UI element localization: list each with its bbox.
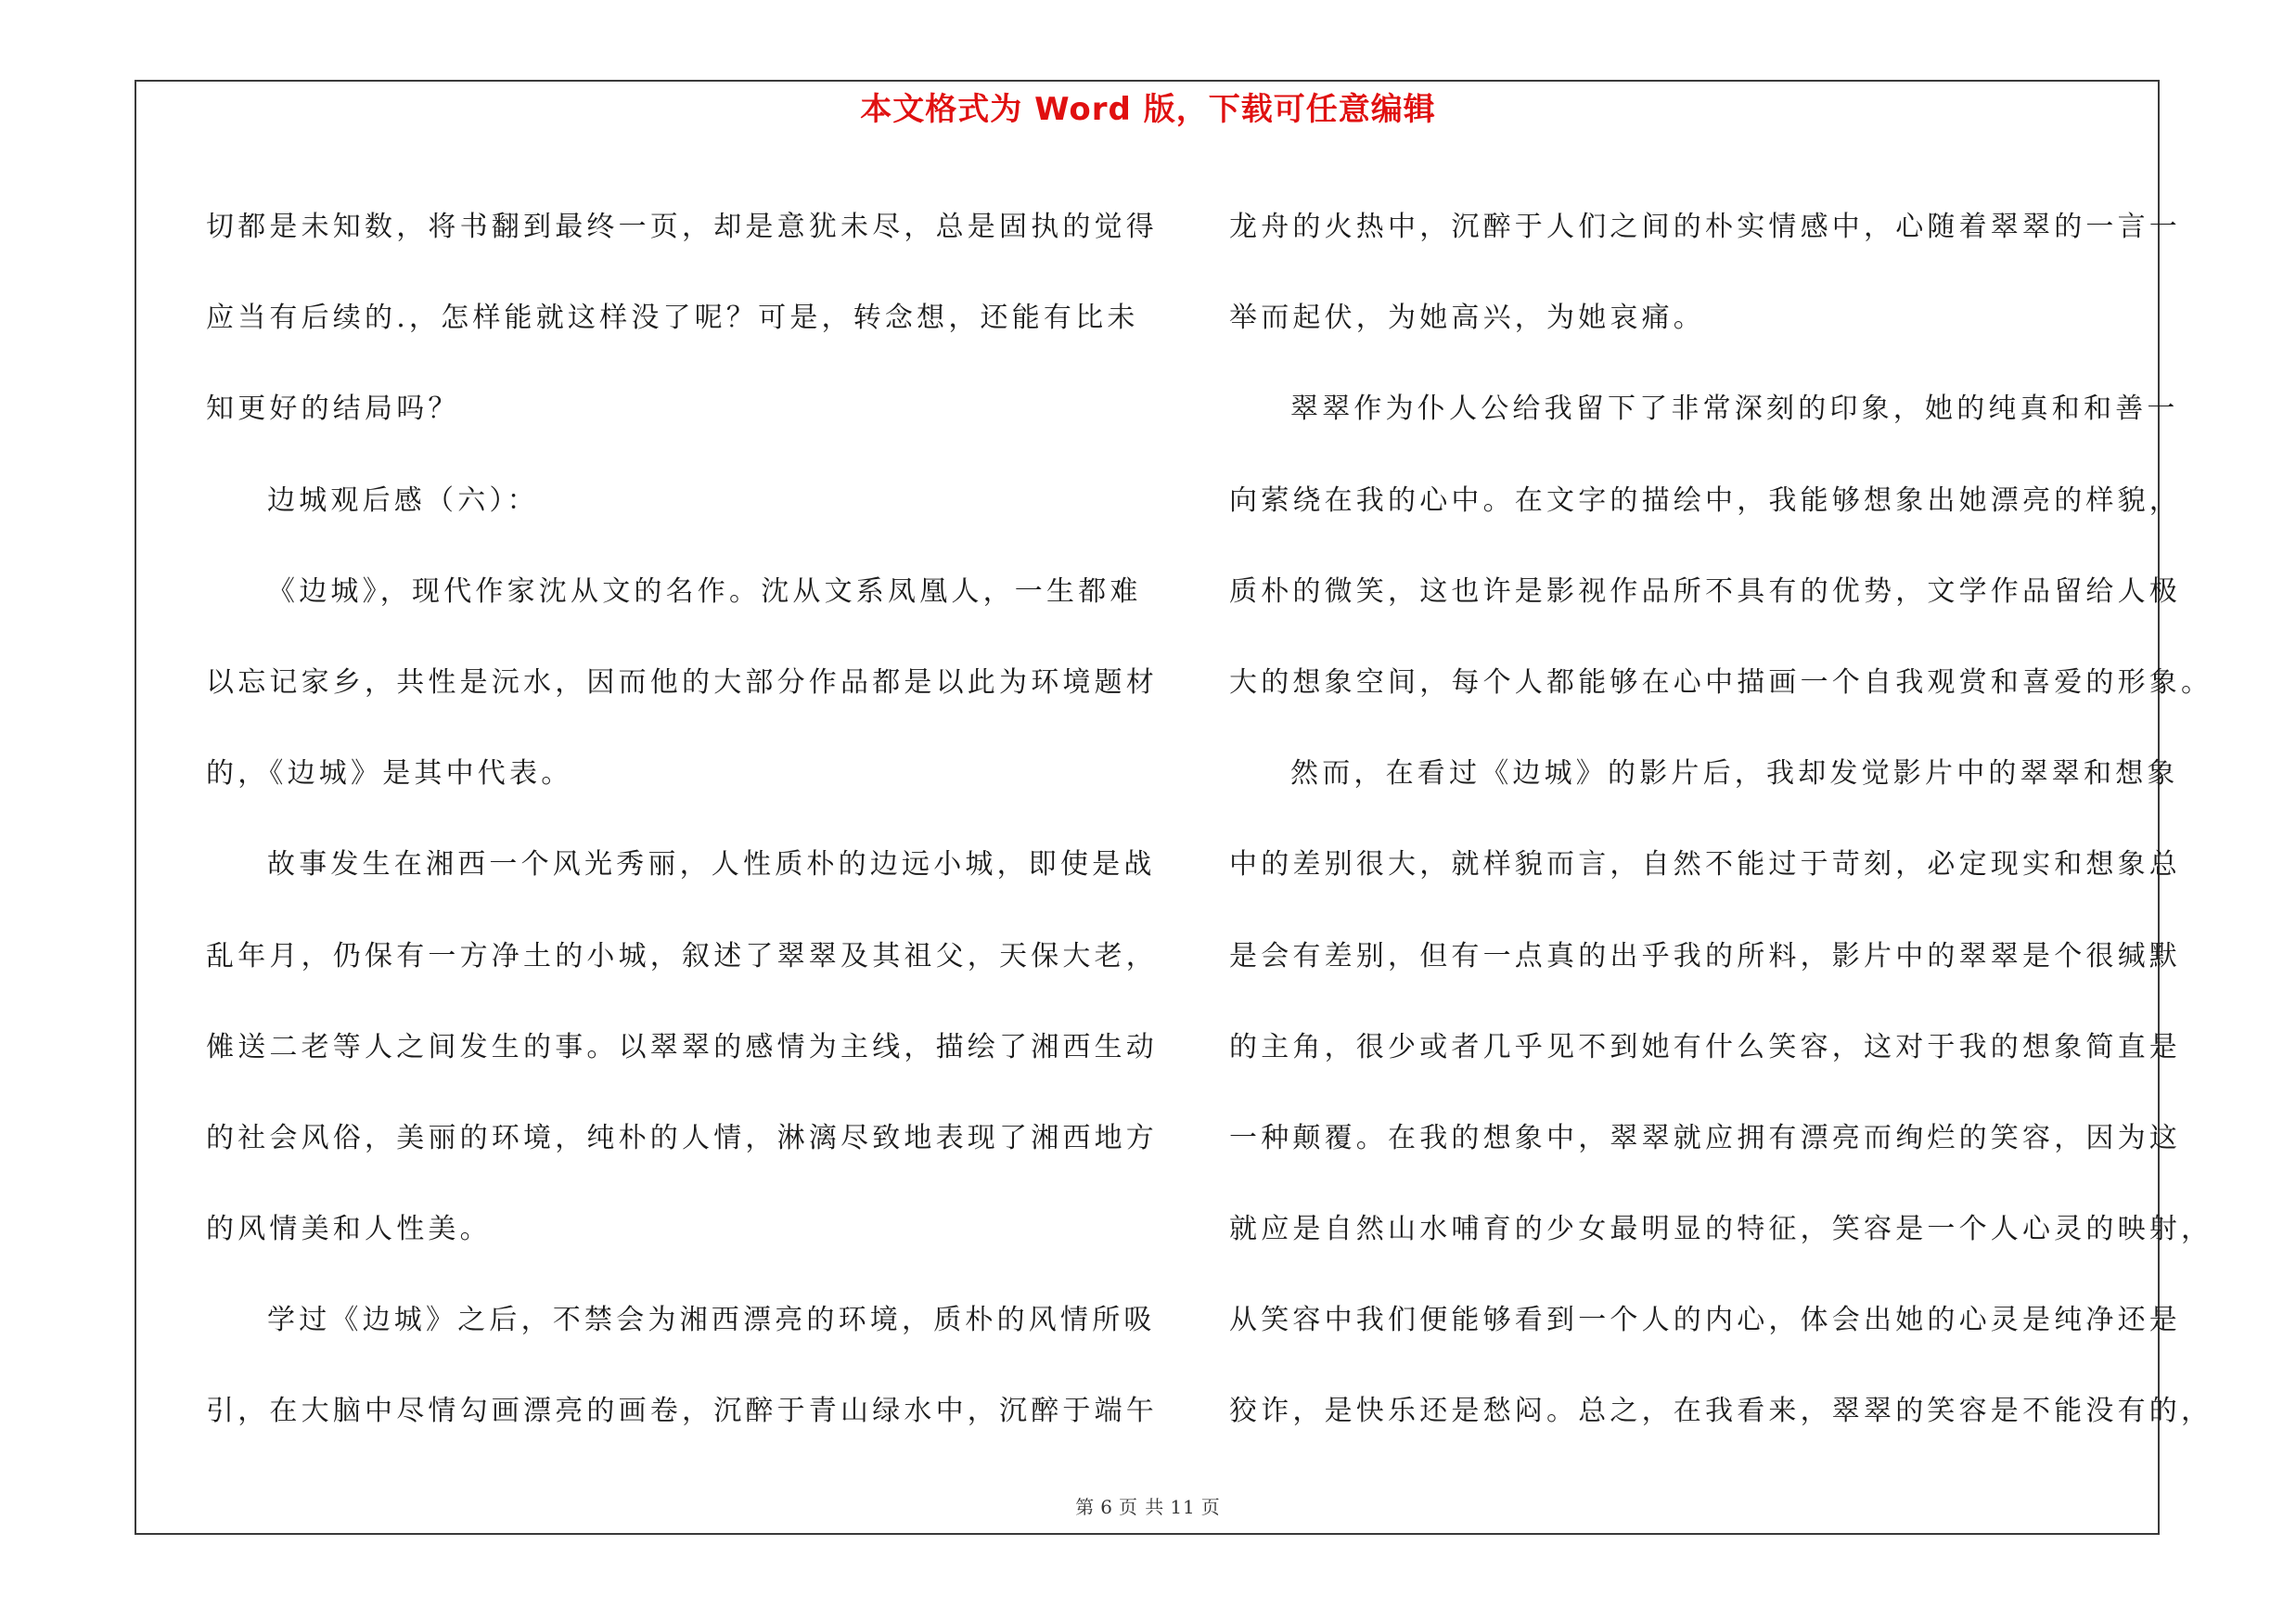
footer-suffix: 页 <box>1200 1496 1221 1518</box>
left-line-11: 的社会风俗，美丽的环境，纯朴的人情，淋漓尽致地表现了湘西地方 <box>206 1121 1158 1154</box>
right-line-4: 向萦绕在我的心中。在文字的描绘中，我能够想象出她漂亮的样貌， <box>1229 483 2181 517</box>
left-line-13: 学过《边城》之后，不禁会为湘西漂亮的环境，质朴的风情所吸 <box>267 1304 1156 1337</box>
right-line-3: 翠翠作为仆人公给我留下了非常深刻的印象，她的纯真和和善一 <box>1290 393 2179 426</box>
left-line-7: 的，《边城》是其中代表。 <box>206 757 573 791</box>
left-line-5: 《边城》，现代作家沈从文的名作。沈从文系凤凰人，一生都难 <box>267 574 1142 608</box>
right-text-column <box>1229 182 2213 1458</box>
page-number-footer <box>0 1495 2296 1519</box>
left-line-2: 应当有后续的.，怎样能就这样没了呢？可是，转念想，还能有比未 <box>206 302 1139 335</box>
right-line-13: 从笑容中我们便能够看到一个人的内心，体会出她的心灵是纯净还是 <box>1229 1304 2181 1337</box>
left-line-14: 引，在大脑中尽情勾画漂亮的画卷，沉醉于青山绿水中，沉醉于端午 <box>206 1395 1158 1428</box>
right-line-8: 中的差别很大，就样貌而言，自然不能过于苛刻，必定现实和想象总 <box>1229 848 2181 882</box>
right-line-5: 质朴的微笑，这也许是影视作品所不具有的优势，文学作品留给人极 <box>1229 574 2181 608</box>
left-line-3: 知更好的结局吗？ <box>206 393 460 426</box>
right-line-1: 龙舟的火热中，沉醉于人们之间的朴实情感中，心随着翠翠的一言一 <box>1229 211 2181 243</box>
left-line-10: 傩送二老等人之间发生的事。以翠翠的感情为主线，描绘了湘西生动 <box>206 1030 1158 1063</box>
right-line-10: 的主角，很少或者几乎见不到她有什么笑容，这对于我的想象简直是 <box>1229 1030 2181 1063</box>
left-line-8: 故事发生在湘西一个风光秀丽，人性质朴的边远小城，即使是战 <box>267 848 1156 882</box>
left-line-9: 乱年月，仍保有一方净土的小城，叙述了翠翠及其祖父，天保大老， <box>206 939 1158 973</box>
left-line-6: 以忘记家乡，共性是沅水，因而他的大部分作品都是以此为环境题材 <box>206 665 1158 699</box>
right-line-12: 就应是自然山水哺育的少女最明显的特征，笑容是一个人心灵的映射， <box>1229 1213 2213 1246</box>
right-line-9: 是会有差别，但有一点真的出乎我的所料，影片中的翠翠是个很缄默 <box>1229 939 2181 973</box>
right-line-14: 狡诈，是快乐还是愁闷。总之，在我看来，翠翠的笑容是不能没有的， <box>1229 1395 2213 1428</box>
left-line-12: 的风情美和人性美。 <box>206 1213 492 1246</box>
word-format-banner: 本文格式为 Word 版，下载可任意编辑 <box>860 91 1436 128</box>
right-line-6: 大的想象空间，每个人都能够在心中描画一个自我观赏和喜爱的形象。 <box>1229 665 2213 699</box>
section-heading: 边城观后感（六）： <box>267 483 539 517</box>
left-line-1: 切都是未知数，将书翻到最终一页，却是意犹未尽，总是固执的觉得 <box>206 211 1158 243</box>
left-text-column <box>206 182 1158 1458</box>
right-line-7: 然而，在看过《边城》的影片后，我却发觉影片中的翠翠和想象 <box>1290 757 2179 791</box>
right-line-2: 举而起伏，为她高兴，为她哀痛。 <box>1229 302 1705 335</box>
total-pages-number: 11 <box>1170 1496 1196 1518</box>
right-line-11: 一种颠覆。在我的想象中，翠翠就应拥有漂亮而绚烂的笑容，因为这 <box>1229 1121 2181 1154</box>
footer-prefix: 第 <box>1075 1496 1096 1518</box>
current-page-number: 6 <box>1100 1496 1113 1518</box>
footer-middle: 页 共 <box>1118 1496 1165 1518</box>
